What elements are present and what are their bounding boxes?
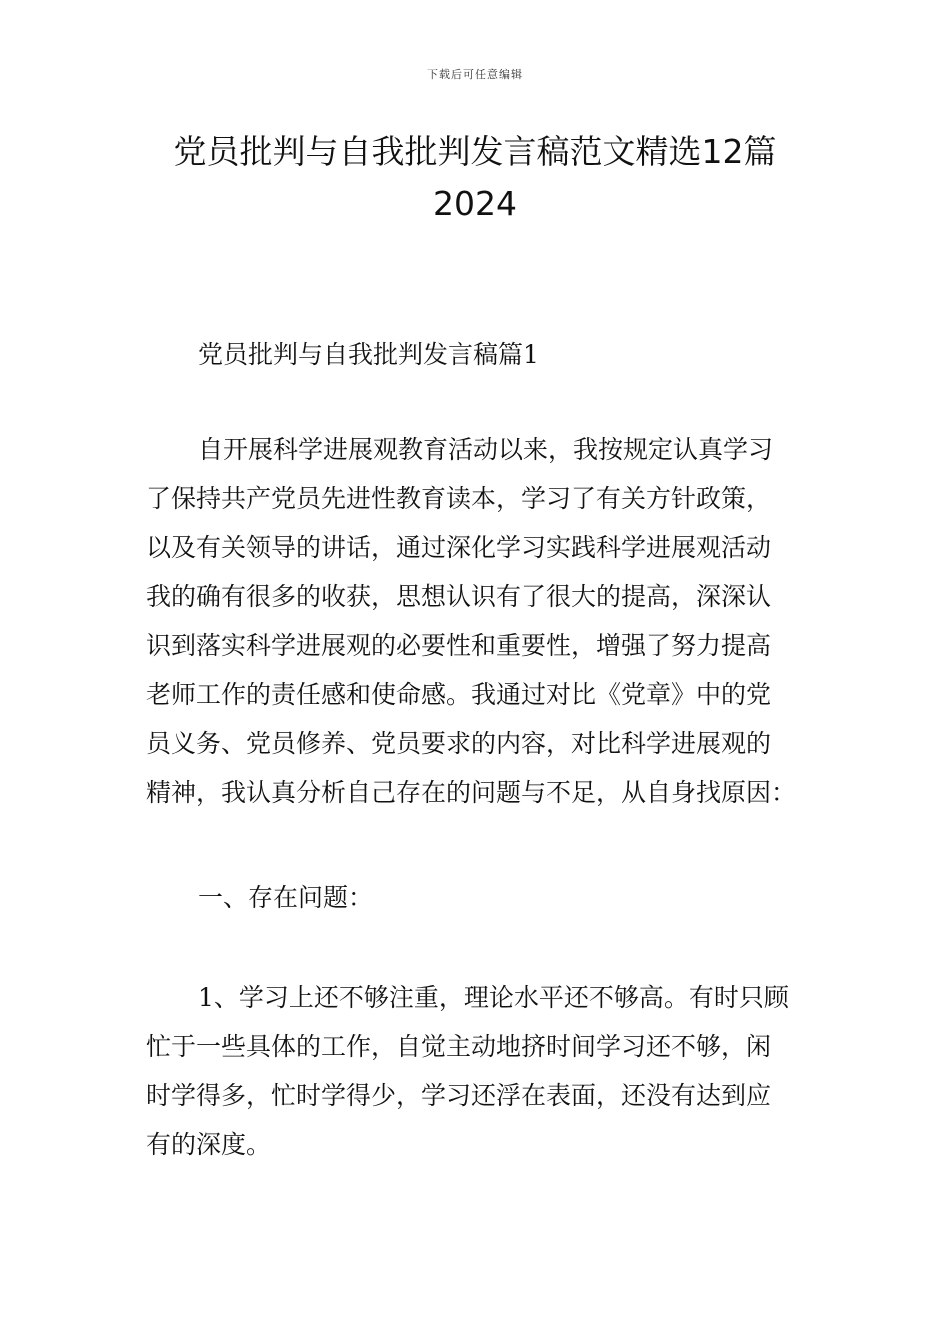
title-line-1: 党员批判与自我批判发言稿范文精选12篇 (173, 132, 777, 171)
document-title (130, 126, 820, 230)
paragraph-2-line: 1、学习上还不够注重，理论水平还不够高。有时只顾 (198, 983, 789, 1012)
paragraph-1-line: 我的确有很多的收获，思想认识有了很大的提高，深深认 (146, 582, 772, 611)
paragraph-1-line: 精神，我认真分析自己存在的问题与不足，从自身找原因： (146, 778, 797, 807)
paragraph-1 (146, 425, 806, 817)
subheading-text: 一、存在问题： (198, 883, 374, 912)
title-line-2: 2024 (433, 184, 517, 223)
paragraph-2-line: 忙于一些具体的工作，自觉主动地挤时间学习还不够，闲 (146, 1032, 772, 1061)
paragraph-1-line: 识到落实科学进展观的必要性和重要性，增强了努力提高 (146, 631, 772, 660)
section-heading-text: 党员批判与自我批判发言稿篇1 (198, 340, 539, 369)
paragraph-1-line: 员义务、党员修养、党员要求的内容，对比科学进展观的 (146, 729, 772, 758)
paragraph-1-line: 了保持共产党员先进性教育读本，学习了有关方针政策， (146, 484, 772, 513)
paragraph-2-line: 时学得多，忙时学得少，学习还浮在表面，还没有达到应 (146, 1081, 772, 1110)
paragraph-2-line: 有的深度。 (146, 1130, 272, 1159)
section-heading (146, 330, 806, 379)
paragraph-2 (146, 973, 806, 1169)
paragraph-1-line: 自开展科学进展观教育活动以来，我按规定认真学习 (198, 435, 774, 464)
subheading (146, 873, 806, 922)
paragraph-1-line: 以及有关领导的讲话，通过深化学习实践科学进展观活动 (146, 533, 772, 562)
paragraph-1-line: 老师工作的责任感和使命感。我通过对比《党章》中的党 (146, 680, 772, 709)
header-note: 下载后可任意编辑 (427, 68, 523, 81)
